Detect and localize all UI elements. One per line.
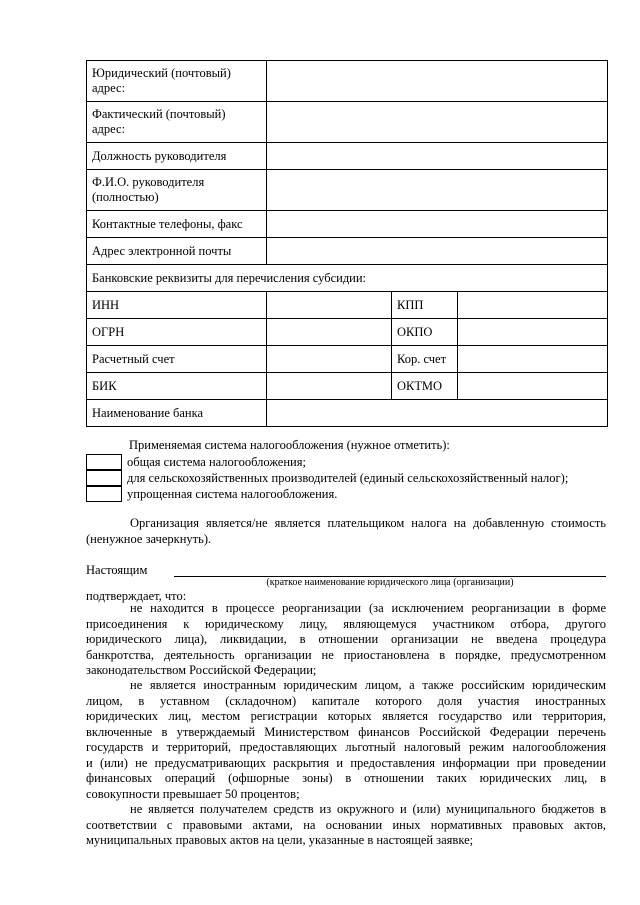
confirm-intro: подтверждает, что: [86,589,187,603]
okpo-label: ОКПО [392,319,458,346]
text-line: и (или) не предусматривающих раскрытия и предоставления информации при проведении [86,755,606,770]
phones-field[interactable] [267,211,608,238]
bank-name-label: Наименование банка [87,400,267,427]
corr-account-label: Кор. счет [392,346,458,373]
text-line: не является иностранным юридическим лицом, а также российским юридическим [130,678,606,692]
text-line: Организация является/не является плательщиком налога на добавленную стоимость [130,516,606,530]
tax-option-simplified-checkbox[interactable] [86,486,122,502]
bank-details-heading: Банковские реквизиты для перечисления субсидии: [87,265,608,292]
email-label: Адрес электронной почты [87,238,267,265]
bik-field[interactable] [267,373,392,400]
text-line: законодательством Российской Федерации; [86,663,317,677]
tax-option-general-checkbox[interactable] [86,454,122,470]
tax-option-agricultural-checkbox[interactable] [86,470,122,486]
kpp-label: КПП [392,292,458,319]
text-line: юридических лиц, местом регистрации которых является государство или территория, [86,709,606,723]
corr-account-field[interactable] [458,346,608,373]
inn-field[interactable] [267,292,392,319]
clause-foreign [86,678,606,802]
text-line: включенные в утверждаемый Министерством финансов Российской Федерации перечень [86,724,606,739]
account-field[interactable] [267,346,392,373]
text-line: не находится в процессе реорганизации (за исключением реорганизации в форме [130,601,606,615]
phones-label: Контактные телефоны, факс [87,211,267,238]
bik-label: БИК [87,373,267,400]
actual-address-label: Фактический (почтовый) адрес: [87,102,267,143]
text-line: банкротства, деятельность организации не приостановлена в порядке, предусмотренном [86,647,606,662]
tax-option-label: общая система налогообложения; [127,455,306,469]
applicant-details-table [86,60,608,427]
text-line: лицом, в уставном (складочном) капитале которого доля участия иностранных [86,693,606,708]
confirm-prefix: Настоящим [86,563,148,577]
clause-budget [86,802,606,849]
head-position-field[interactable] [267,143,608,170]
organization-name-caption: (краткое наименование юридического лица (организации) [266,577,514,588]
tax-option-agricultural [86,470,606,486]
tax-option-simplified [86,486,606,502]
text-line: не является получателем средств из окружного и (или) муниципального бюджетов в [130,802,606,816]
tax-option-label: для сельскохозяйственных производителей (единый сельскохозяйственный налог); [127,471,569,485]
okpo-field[interactable] [458,319,608,346]
oktmo-field[interactable] [458,373,608,400]
account-label: Расчетный счет [87,346,267,373]
actual-address-field[interactable] [267,102,608,143]
tax-option-general [86,454,606,470]
text-line: финансовых операций (офшорные зоны) в отношении таких юридических лиц, в [86,771,606,785]
text-line: совокупности превышает 50 процентов; [86,786,300,801]
head-name-field[interactable] [267,170,608,211]
vat-statement [86,516,606,547]
inn-label: ИНН [87,292,267,319]
email-field[interactable] [267,238,608,265]
text-line: (ненужное зачеркнуть). [86,531,212,546]
bank-name-field[interactable] [267,400,608,427]
legal-address-field[interactable] [267,61,608,102]
text-line: государств и территорий, предоставляющих льготный налоговый режим налогообложения [86,740,606,754]
head-name-label: Ф.И.О. руководителя (полностью) [87,170,267,211]
legal-address-label: Юридический (почтовый) адрес: [87,61,267,102]
text-line: муниципальных правовых актов на цели, указанные в настоящей заявке; [86,833,474,847]
ogrn-field[interactable] [267,319,392,346]
head-position-label: Должность руководителя [87,143,267,170]
ogrn-label: ОГРН [87,319,267,346]
tax-system-heading: Применяемая система налогообложения (нужное отметить): [129,438,450,452]
tax-option-label: упрощенная система налогообложения. [127,487,338,501]
clause-reorganization [86,601,606,679]
text-line: присоединения к юридическому лицу, являющемуся участником отбора, другого [86,616,606,631]
text-line: соответствии с правовыми актами, на основании иных нормативных правовых актов, [86,817,606,832]
kpp-field[interactable] [458,292,608,319]
oktmo-label: ОКТМО [392,373,458,400]
text-line: юридического лица), ликвидации, в отношении организации не введена процедура [86,632,606,646]
